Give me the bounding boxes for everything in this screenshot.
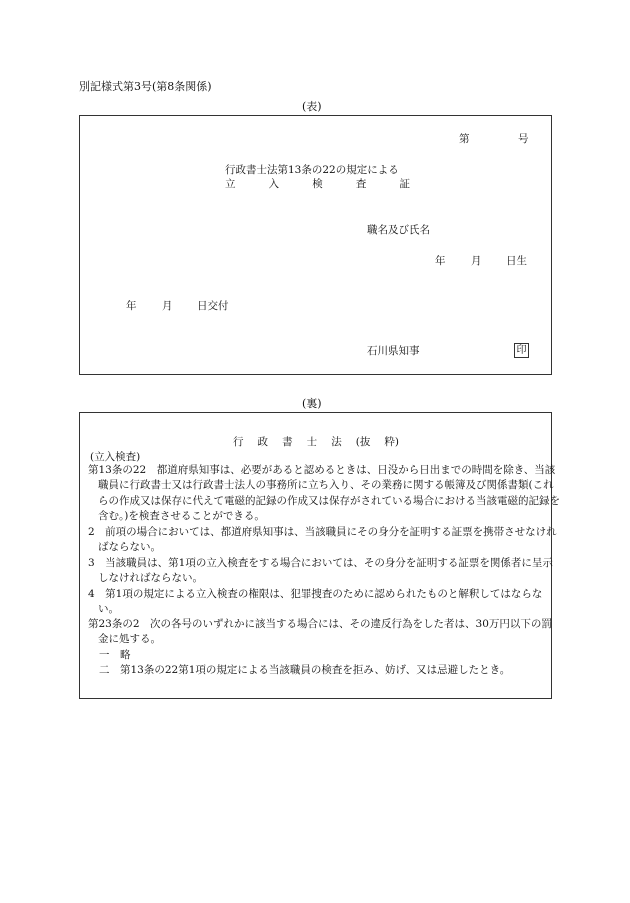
title-char: 査 [355, 178, 367, 190]
title-char: 証 [399, 178, 410, 190]
issue-day: 日交付 [197, 300, 229, 312]
law-title-char: 法 [331, 436, 342, 448]
law-title-char: 政 [257, 436, 269, 448]
form-number: 別記様式第3号(第8条関係) [79, 80, 212, 93]
law-title [233, 437, 399, 448]
name-label: 職名及び氏名 [367, 224, 430, 236]
article-23-2-item-2: 二 第13条の22第1項の規定による当該職員の検査を拒み、妨げ、又は忌避したとき。 [99, 664, 511, 676]
law-title-char: (抜 [355, 436, 371, 448]
front-card [79, 115, 552, 375]
article-13-22-section-3: 3 当該職員は、第1項の立入検査をする場合においては、その身分を証明する証票を関係者に呈示しなければならない。 [88, 557, 553, 585]
article-13-22-section-4: 4 第1項の規定による立入検査の権限は、犯罪捜査のために認められたものと解釈してはならない。 [88, 588, 543, 616]
article-23-2-item-1: 一 略 [99, 649, 131, 661]
birth-day: 日生 [506, 255, 527, 267]
issuer: 石川県知事 [367, 345, 420, 357]
birth-year: 年 [435, 255, 446, 267]
article-13-22-paragraph: 第13条の22 都道府県知事は、必要があると認めるときは、日没から日出までの時間を除き、当該職員に行政書士又は行政書士法人の事務所に立ち入り、その業務に関する帳簿及び関係書類(これらの作成又は保存に代えて電磁的記録の作成又は保存がされている場合における当該電磁的記録を含む。)を検査させることができる。 [88, 464, 560, 522]
law-title-char: 粋) [384, 436, 399, 448]
certificate-number-prefix: 第 [459, 133, 470, 145]
title-char: 入 [268, 178, 280, 190]
section-heading: (立入検査) [90, 451, 141, 463]
article-23-2-paragraph: 第23条の2 次の各号のいずれかに該当する場合には、その違反行為をした者は、30万円以下の罰金に処する。 [88, 618, 552, 646]
back-side-label: (裏) [302, 397, 322, 410]
article-13-22-section-2: 2 前項の場合においては、都道府県知事は、当該職員にその身分を証明する証票を携帯させなければならない。 [88, 526, 557, 554]
birth-month: 月 [471, 255, 482, 267]
official-seal-box: 印 [514, 343, 529, 358]
title-line-1: 行政書士法第13条の22の規定による [225, 164, 399, 176]
title-line-2 [225, 179, 410, 190]
front-side-label: (表) [302, 100, 322, 113]
law-title-char: 士 [306, 436, 318, 448]
title-char: 検 [312, 178, 323, 190]
law-title-char: 行 [233, 436, 244, 448]
title-char: 立 [225, 178, 236, 190]
certificate-number-suffix: 号 [518, 133, 529, 145]
issue-month: 月 [162, 300, 173, 312]
issue-year: 年 [126, 300, 137, 312]
law-title-char: 書 [282, 436, 293, 448]
